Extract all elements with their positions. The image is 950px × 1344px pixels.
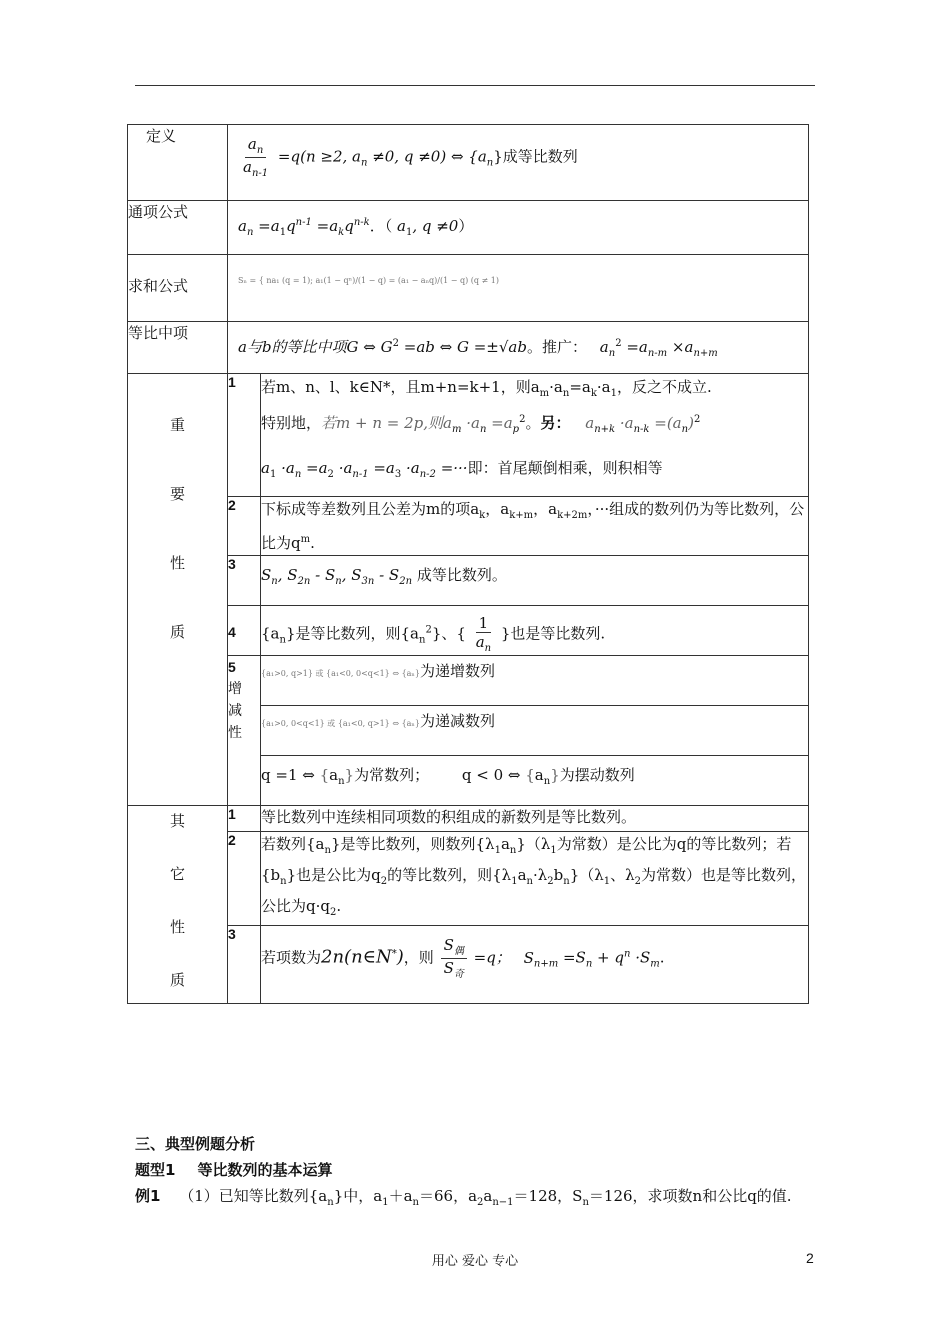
important-label: 重 要 性 质 (128, 374, 228, 806)
important-num-2: 2 (228, 497, 261, 556)
general-term-label: 通项公式 (128, 201, 228, 255)
general-term-content: $a_n =a_1q^{n-1} =a_kq^{n-k}$．（ $a_1$, q ≠0） (228, 201, 809, 255)
row-other-2 (128, 832, 809, 926)
important-content-1: 若m、n、l、k∈N*，且m+n=k+1，则$a_m\cdot a_n=a_k\cdot a_1$，反之不成立. 特别地，若m + n = 2p,则$a_m \cdot a_n =a_p^2$。另： $a_{n+k} \cdot a_{n-k} =(a_n)^2$ $a_1 \cdot a_n =a_2 \cdot a_{n-1} =a_3 \cdot a_{n-2}$ =···即：首尾颠倒相乘，则积相等 (261, 374, 809, 497)
other-num-3: 3 (228, 926, 261, 1004)
geometric-mean-label: 等比中项 (128, 322, 228, 374)
row-important-2 (128, 497, 809, 556)
page-number: 2 (806, 1250, 814, 1266)
geometric-mean-content: a与b的等比中项G ⇔ $G^2 =ab$ ⇔ G =±√ab。推广： $a_n^2 =a_{n-m} \times a_{n+m}$ (228, 322, 809, 374)
example-1: 例1 （1）已知等比数列$\{a_n\}$中，$a_1+a_n=66$，$a_2a_{n-1}=128$，$S_n=126$，求项数n和公比q的值. (135, 1187, 792, 1208)
other-content-3: 若项数为2n(n∈N*)，则 $\frac{S_偶}{S_奇}$ =q； $S_{n+m} =S_n + q^n \cdot S_m$. (261, 926, 809, 1004)
important-content-2: 下标成等差数列且公差为m的项$a_k$，$a_{k+m}$，$a_{k+2m}$，···组成的数列仍为等比数列，公比为$q^m$. (261, 497, 809, 556)
other-content-2: 若数列$\{a_n\}$是等比数列，则数列$\{\lambda_1a_n\}(\lambda_1$为常数）是公比为q的等比数列；若$\{b_n\}$也是公比为$q_2$的等比数列，则$\{\lambda_1a_n\cdot\lambda_2b_n\}(\lambda_1$、$\lambda_2$为常数）也是等比数列，公比为$q\cdot q_2$. (261, 832, 809, 926)
definition-label: 定义 (128, 125, 228, 201)
row-definition (128, 125, 809, 201)
properties-table (127, 124, 809, 1004)
important-content-4: $\{a_n\}$是等比数列，则$\{a_n^2\}$、{ $\frac{1}{a_n}$ }也是等比数列. (261, 606, 809, 656)
other-content-1: 等比数列中连续相同项数的积组成的新数列是等比数列。 (261, 806, 809, 832)
even-odd-fraction: $\frac{S_偶}{S_奇}$ (441, 936, 467, 981)
row-general-term (128, 201, 809, 255)
row-sum-formula (128, 255, 809, 322)
important-content-5-dec: {a₁>0, 0<q<1} 或 {a₁<0, q>1} ⇔ {aₙ}为递减数列 (261, 706, 809, 756)
row-geometric-mean (128, 322, 809, 374)
row-other-3 (128, 926, 809, 1004)
other-label: 其 它 性 质 (128, 806, 228, 1004)
important-num-5: 5 增 减 性 (228, 656, 261, 806)
important-content-3: $S_n$, $S_{2n} - S_n$, $S_{3n} - S_{2n}$ 成等比数列。 (261, 556, 809, 606)
reciprocal-fraction: $\frac{1}{a_n}$ (475, 614, 492, 654)
row-other-1 (128, 806, 809, 832)
other-num-2: 2 (228, 832, 261, 926)
sum-formula-content: Sₙ = { na₁ (q = 1); a₁(1 − qⁿ)/(1 − q) = (a₁ − aₙq)/(1 − q) (q ≠ 1) (228, 255, 809, 322)
other-num-1: 1 (228, 806, 261, 832)
important-content-5-inc: {a₁>0, q>1} 或 {a₁<0, 0<q<1} ⇔ {aₙ}为递增数列 (261, 656, 809, 706)
row-important-5-inc (128, 656, 809, 706)
section-heading: 三、典型例题分析 (135, 1135, 256, 1153)
row-important-1 (128, 374, 809, 497)
row-important-4 (128, 606, 809, 656)
row-important-3 (128, 556, 809, 606)
important-num-3: 3 (228, 556, 261, 606)
definition-content: $\frac{a_n}{a_{n-1}}$ =q(n ≥2, $a_n \ne 0$, q ≠0) ⇔ $\{a_n\}$成等比数列 (228, 125, 809, 201)
important-num-4: 4 (228, 606, 261, 656)
type-heading: 题型1 等比数列的基本运算 (135, 1161, 333, 1179)
footer-motto: 用心 爱心 专心 (431, 1254, 519, 1269)
sum-formula-label: 求和公式 (128, 255, 228, 322)
important-num-1: 1 (228, 374, 261, 497)
header-rule (135, 85, 815, 86)
important-content-5-const: q =1 ⇔ $\{a_n\}$为常数列； q < 0 ⇔ $\{a_n\}$为摆动数列 (261, 756, 809, 806)
definition-fraction: $\frac{a_n}{a_{n-1}}$ (243, 135, 269, 179)
